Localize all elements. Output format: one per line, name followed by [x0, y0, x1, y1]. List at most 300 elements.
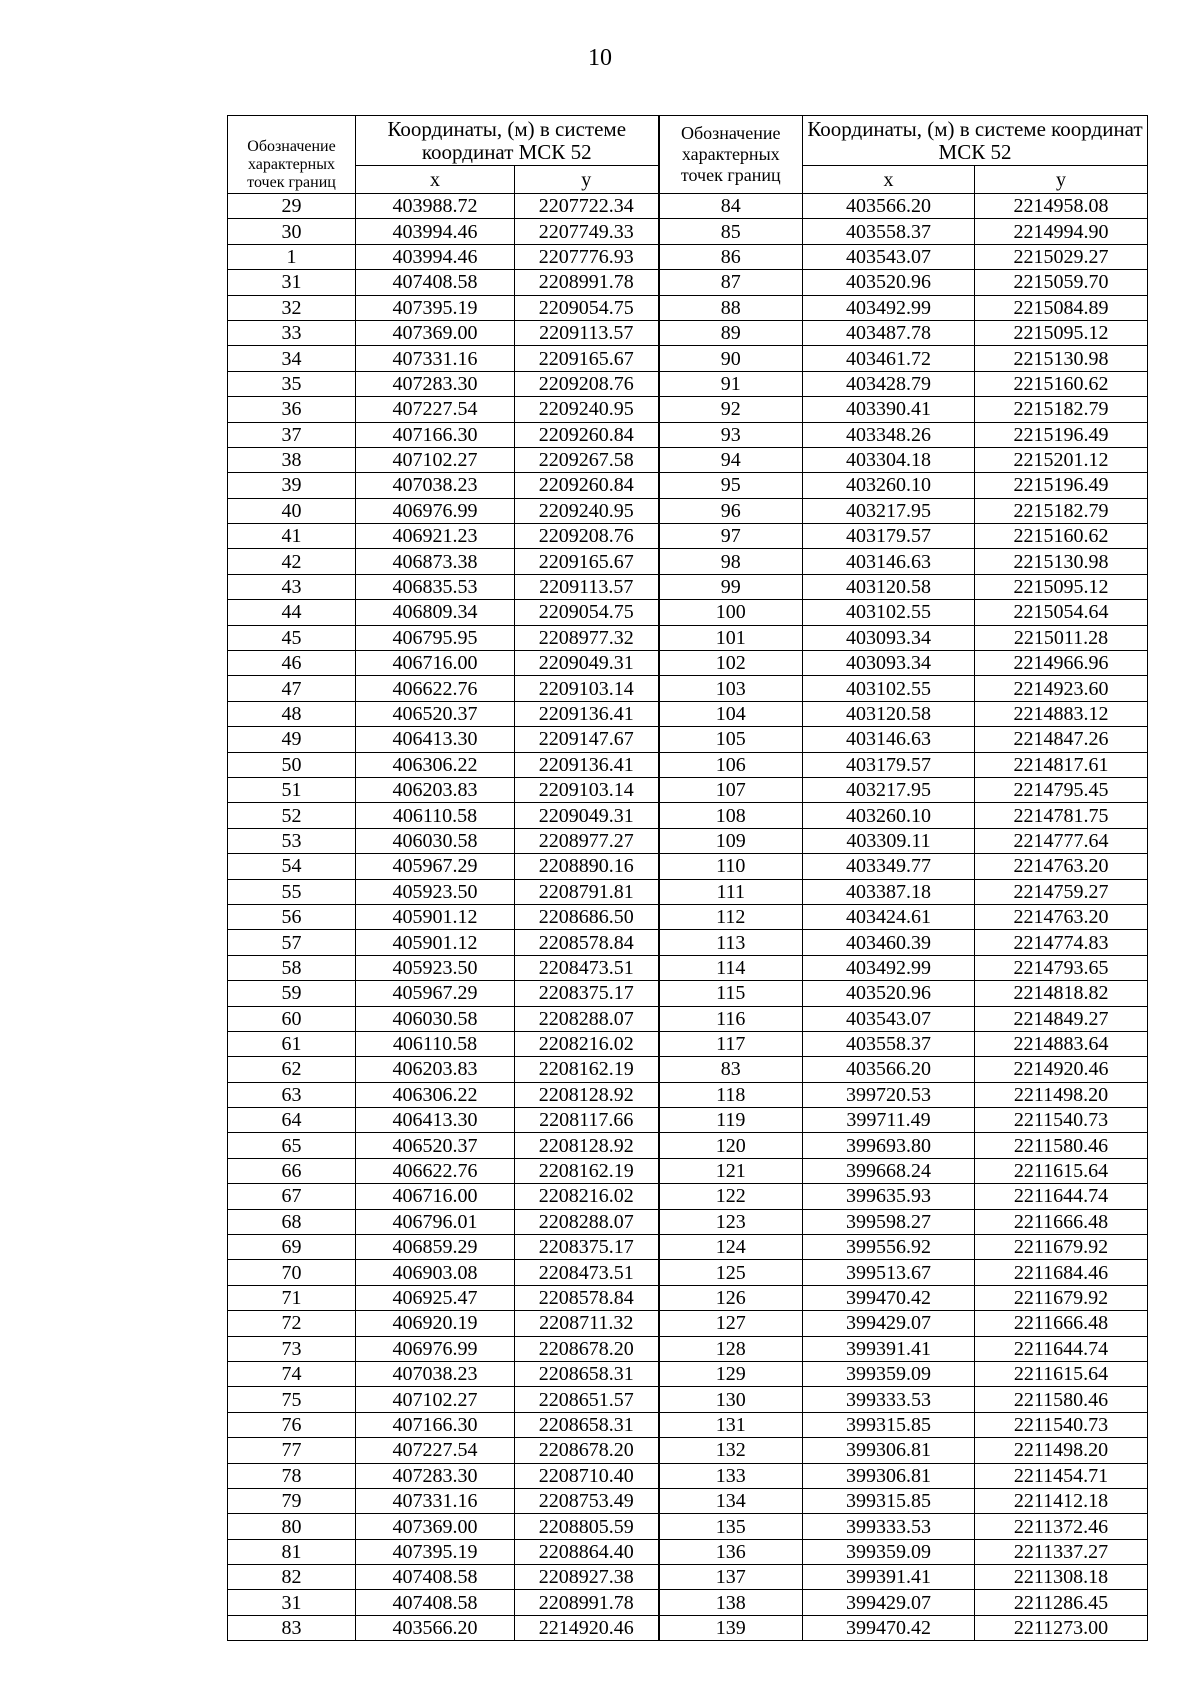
point-id-right-cell: 116 — [659, 1006, 803, 1031]
y-left-cell: 2208216.02 — [515, 1031, 659, 1056]
x-left-cell: 407102.27 — [356, 1387, 515, 1412]
point-id-left-cell: 61 — [228, 1031, 356, 1056]
x-left-cell: 406413.30 — [356, 1108, 515, 1133]
x-header-left: x — [356, 166, 515, 194]
table-row — [228, 574, 1148, 599]
y-left-cell: 2208578.84 — [515, 1285, 659, 1310]
x-right-cell: 399470.42 — [803, 1615, 975, 1640]
y-right-cell: 2211540.73 — [975, 1108, 1148, 1133]
y-left-cell: 2208890.16 — [515, 854, 659, 879]
y-right-cell: 2214759.27 — [975, 879, 1148, 904]
y-left-cell: 2209208.76 — [515, 524, 659, 549]
x-right-cell: 403217.95 — [803, 498, 975, 523]
x-left-cell: 406110.58 — [356, 1031, 515, 1056]
point-id-left-cell: 44 — [228, 600, 356, 625]
y-left-cell: 2208473.51 — [515, 1260, 659, 1285]
point-id-left-cell: 49 — [228, 727, 356, 752]
point-id-right-cell: 137 — [659, 1565, 803, 1590]
point-id-left-cell: 82 — [228, 1565, 356, 1590]
x-left-cell: 406622.76 — [356, 1158, 515, 1183]
y-right-cell: 2211372.46 — [975, 1514, 1148, 1539]
table-row — [228, 651, 1148, 676]
y-left-cell: 2214920.46 — [515, 1615, 659, 1640]
table-row — [228, 625, 1148, 650]
y-right-cell: 2211308.18 — [975, 1565, 1148, 1590]
point-id-right-cell: 133 — [659, 1463, 803, 1488]
table-row — [228, 1006, 1148, 1031]
table-row — [228, 777, 1148, 802]
x-right-cell: 403492.99 — [803, 295, 975, 320]
x-left-cell: 407331.16 — [356, 346, 515, 371]
x-left-cell: 406976.99 — [356, 498, 515, 523]
y-left-cell: 2208864.40 — [515, 1539, 659, 1564]
table-row — [228, 1311, 1148, 1336]
y-right-cell: 2211286.45 — [975, 1590, 1148, 1615]
y-left-cell: 2208710.40 — [515, 1463, 659, 1488]
x-right-cell: 403543.07 — [803, 1006, 975, 1031]
x-right-cell: 403558.37 — [803, 219, 975, 244]
point-id-right-cell: 91 — [659, 371, 803, 396]
x-right-cell: 399315.85 — [803, 1488, 975, 1513]
x-left-cell: 407227.54 — [356, 397, 515, 422]
point-id-left-cell: 31 — [228, 1590, 356, 1615]
y-left-cell: 2208375.17 — [515, 1235, 659, 1260]
y-left-cell: 2208216.02 — [515, 1184, 659, 1209]
table-row — [228, 1438, 1148, 1463]
point-id-right-cell: 132 — [659, 1438, 803, 1463]
x-left-cell: 407395.19 — [356, 1539, 515, 1564]
point-id-right-cell: 135 — [659, 1514, 803, 1539]
y-left-cell: 2208117.66 — [515, 1108, 659, 1133]
y-left-cell: 2209165.67 — [515, 549, 659, 574]
y-right-cell: 2214774.83 — [975, 930, 1148, 955]
y-left-cell: 2209113.57 — [515, 574, 659, 599]
x-right-cell: 399359.09 — [803, 1361, 975, 1386]
point-id-right-cell: 123 — [659, 1209, 803, 1234]
point-id-left-cell: 59 — [228, 981, 356, 1006]
point-id-left-cell: 58 — [228, 955, 356, 980]
table-row — [228, 498, 1148, 523]
y-right-cell: 2211679.92 — [975, 1235, 1148, 1260]
y-right-cell: 2215196.49 — [975, 473, 1148, 498]
x-left-cell: 407408.58 — [356, 1590, 515, 1615]
point-id-left-cell: 75 — [228, 1387, 356, 1412]
point-id-right-cell: 107 — [659, 777, 803, 802]
table-row — [228, 270, 1148, 295]
y-left-cell: 2209054.75 — [515, 295, 659, 320]
y-right-cell: 2214958.08 — [975, 194, 1148, 219]
y-right-cell: 2211666.48 — [975, 1209, 1148, 1234]
point-id-left-cell: 1 — [228, 244, 356, 269]
point-id-left-cell: 43 — [228, 574, 356, 599]
point-id-right-cell: 111 — [659, 879, 803, 904]
point-id-left-cell: 76 — [228, 1412, 356, 1437]
y-header-right: y — [975, 166, 1148, 194]
x-right-cell: 399429.07 — [803, 1311, 975, 1336]
y-right-cell: 2214795.45 — [975, 777, 1148, 802]
x-right-cell: 403260.10 — [803, 473, 975, 498]
y-right-cell: 2211615.64 — [975, 1158, 1148, 1183]
y-right-cell: 2215011.28 — [975, 625, 1148, 650]
y-left-cell: 2208711.32 — [515, 1311, 659, 1336]
point-id-left-cell: 39 — [228, 473, 356, 498]
point-id-right-cell: 97 — [659, 524, 803, 549]
y-right-cell: 2215054.64 — [975, 600, 1148, 625]
y-right-cell: 2214966.96 — [975, 651, 1148, 676]
table-row — [228, 1361, 1148, 1386]
x-right-cell: 403428.79 — [803, 371, 975, 396]
x-left-cell: 406622.76 — [356, 676, 515, 701]
x-right-cell: 399711.49 — [803, 1108, 975, 1133]
point-id-left-cell: 79 — [228, 1488, 356, 1513]
table-row — [228, 524, 1148, 549]
point-id-right-cell: 127 — [659, 1311, 803, 1336]
x-right-cell: 403146.63 — [803, 549, 975, 574]
x-left-cell: 406859.29 — [356, 1235, 515, 1260]
point-id-left-cell: 41 — [228, 524, 356, 549]
y-right-cell: 2211498.20 — [975, 1082, 1148, 1107]
y-left-cell: 2209260.84 — [515, 422, 659, 447]
x-right-cell: 399513.67 — [803, 1260, 975, 1285]
point-id-right-cell: 129 — [659, 1361, 803, 1386]
x-right-cell: 399693.80 — [803, 1133, 975, 1158]
point-id-left-cell: 52 — [228, 803, 356, 828]
x-right-cell: 399306.81 — [803, 1463, 975, 1488]
point-id-left-cell: 36 — [228, 397, 356, 422]
table-row — [228, 676, 1148, 701]
point-id-left-cell: 30 — [228, 219, 356, 244]
table-row — [228, 1031, 1148, 1056]
x-left-cell: 406306.22 — [356, 752, 515, 777]
table-row — [228, 447, 1148, 472]
x-left-cell: 406921.23 — [356, 524, 515, 549]
point-id-right-cell: 85 — [659, 219, 803, 244]
x-right-cell: 399359.09 — [803, 1539, 975, 1564]
x-left-cell: 406795.95 — [356, 625, 515, 650]
table-row — [228, 1082, 1148, 1107]
x-right-cell: 399720.53 — [803, 1082, 975, 1107]
table-row — [228, 727, 1148, 752]
point-id-right-cell: 128 — [659, 1336, 803, 1361]
x-right-cell: 399391.41 — [803, 1336, 975, 1361]
table-row — [228, 1514, 1148, 1539]
table-row — [228, 1108, 1148, 1133]
point-id-right-cell: 136 — [659, 1539, 803, 1564]
x-left-cell: 405901.12 — [356, 930, 515, 955]
x-right-cell: 399429.07 — [803, 1590, 975, 1615]
y-left-cell: 2209136.41 — [515, 752, 659, 777]
table-row — [228, 752, 1148, 777]
y-left-cell: 2209147.67 — [515, 727, 659, 752]
y-right-cell: 2215095.12 — [975, 320, 1148, 345]
point-id-right-cell: 84 — [659, 194, 803, 219]
y-right-cell: 2214847.26 — [975, 727, 1148, 752]
x-left-cell: 406873.38 — [356, 549, 515, 574]
table-row — [228, 879, 1148, 904]
point-id-right-cell: 90 — [659, 346, 803, 371]
x-left-cell: 406520.37 — [356, 701, 515, 726]
table-row — [228, 371, 1148, 396]
y-left-cell: 2209049.31 — [515, 803, 659, 828]
x-left-cell: 406306.22 — [356, 1082, 515, 1107]
point-id-right-cell: 94 — [659, 447, 803, 472]
x-right-cell: 403309.11 — [803, 828, 975, 853]
point-id-right-cell: 95 — [659, 473, 803, 498]
table-row — [228, 1565, 1148, 1590]
point-id-right-cell: 113 — [659, 930, 803, 955]
point-id-left-cell: 45 — [228, 625, 356, 650]
y-right-cell: 2211580.46 — [975, 1387, 1148, 1412]
y-left-cell: 2209136.41 — [515, 701, 659, 726]
table-row — [228, 1463, 1148, 1488]
point-id-right-cell: 88 — [659, 295, 803, 320]
point-id-left-cell: 56 — [228, 904, 356, 929]
point-id-right-cell: 103 — [659, 676, 803, 701]
point-id-right-cell: 96 — [659, 498, 803, 523]
point-id-left-cell: 54 — [228, 854, 356, 879]
y-left-cell: 2209103.14 — [515, 777, 659, 802]
x-right-cell: 403349.77 — [803, 854, 975, 879]
y-right-cell: 2214763.20 — [975, 854, 1148, 879]
coords-group-header-right: Координаты, (м) в системе координат МСК 52 — [803, 116, 1148, 166]
x-right-cell: 403390.41 — [803, 397, 975, 422]
x-left-cell: 407408.58 — [356, 1565, 515, 1590]
point-id-right-cell: 86 — [659, 244, 803, 269]
table-row — [228, 828, 1148, 853]
table-row — [228, 1615, 1148, 1640]
y-right-cell: 2215029.27 — [975, 244, 1148, 269]
point-id-right-cell: 92 — [659, 397, 803, 422]
x-left-cell: 407166.30 — [356, 1412, 515, 1437]
table-row — [228, 803, 1148, 828]
x-right-cell: 399598.27 — [803, 1209, 975, 1234]
point-id-left-cell: 48 — [228, 701, 356, 726]
point-id-left-cell: 38 — [228, 447, 356, 472]
point-id-right-cell: 108 — [659, 803, 803, 828]
point-id-right-cell: 124 — [659, 1235, 803, 1260]
y-right-cell: 2211454.71 — [975, 1463, 1148, 1488]
point-id-right-cell: 83 — [659, 1057, 803, 1082]
y-right-cell: 2211644.74 — [975, 1336, 1148, 1361]
point-id-left-cell: 70 — [228, 1260, 356, 1285]
point-id-left-cell: 78 — [228, 1463, 356, 1488]
point-id-right-cell: 134 — [659, 1488, 803, 1513]
point-id-right-cell: 130 — [659, 1387, 803, 1412]
point-id-left-cell: 33 — [228, 320, 356, 345]
x-right-cell: 403487.78 — [803, 320, 975, 345]
y-left-cell: 2209049.31 — [515, 651, 659, 676]
point-id-left-cell: 72 — [228, 1311, 356, 1336]
point-id-left-cell: 68 — [228, 1209, 356, 1234]
point-id-right-cell: 99 — [659, 574, 803, 599]
y-right-cell: 2211540.73 — [975, 1412, 1148, 1437]
y-right-cell: 2215084.89 — [975, 295, 1148, 320]
y-left-cell: 2209165.67 — [515, 346, 659, 371]
table-row — [228, 854, 1148, 879]
y-left-cell: 2208991.78 — [515, 270, 659, 295]
y-right-cell: 2214817.61 — [975, 752, 1148, 777]
point-id-left-cell: 65 — [228, 1133, 356, 1158]
y-right-cell: 2211684.46 — [975, 1260, 1148, 1285]
x-left-cell: 406030.58 — [356, 1006, 515, 1031]
x-left-cell: 406203.83 — [356, 777, 515, 802]
y-left-cell: 2208977.27 — [515, 828, 659, 853]
table-row — [228, 904, 1148, 929]
x-left-cell: 406203.83 — [356, 1057, 515, 1082]
y-right-cell: 2211412.18 — [975, 1488, 1148, 1513]
x-left-cell: 406925.47 — [356, 1285, 515, 1310]
y-left-cell: 2208128.92 — [515, 1133, 659, 1158]
y-right-cell: 2211580.46 — [975, 1133, 1148, 1158]
point-id-left-cell: 40 — [228, 498, 356, 523]
x-right-cell: 403102.55 — [803, 600, 975, 625]
y-right-cell: 2214920.46 — [975, 1057, 1148, 1082]
x-left-cell: 405967.29 — [356, 981, 515, 1006]
y-right-cell: 2214849.27 — [975, 1006, 1148, 1031]
x-right-cell: 403304.18 — [803, 447, 975, 472]
y-left-cell: 2209103.14 — [515, 676, 659, 701]
point-id-left-cell: 51 — [228, 777, 356, 802]
x-left-cell: 403988.72 — [356, 194, 515, 219]
y-left-cell: 2208753.49 — [515, 1488, 659, 1513]
table-row — [228, 1590, 1148, 1615]
table-row — [228, 600, 1148, 625]
point-id-right-cell: 131 — [659, 1412, 803, 1437]
point-id-left-cell: 53 — [228, 828, 356, 853]
x-left-cell: 407408.58 — [356, 270, 515, 295]
point-id-right-cell: 109 — [659, 828, 803, 853]
x-right-cell: 403179.57 — [803, 524, 975, 549]
point-id-right-cell: 139 — [659, 1615, 803, 1640]
point-label-header-left: Обозначение характерных точек границ — [228, 116, 356, 194]
x-right-cell: 403093.34 — [803, 651, 975, 676]
y-left-cell: 2208162.19 — [515, 1057, 659, 1082]
table-row — [228, 1285, 1148, 1310]
x-right-cell: 399556.92 — [803, 1235, 975, 1260]
point-id-right-cell: 114 — [659, 955, 803, 980]
y-right-cell: 2215182.79 — [975, 498, 1148, 523]
x-right-cell: 403461.72 — [803, 346, 975, 371]
x-right-cell: 403146.63 — [803, 727, 975, 752]
y-right-cell: 2214994.90 — [975, 219, 1148, 244]
point-id-left-cell: 71 — [228, 1285, 356, 1310]
y-left-cell: 2208991.78 — [515, 1590, 659, 1615]
y-left-cell: 2208375.17 — [515, 981, 659, 1006]
x-left-cell: 406716.00 — [356, 651, 515, 676]
y-left-cell: 2209054.75 — [515, 600, 659, 625]
x-right-cell: 403520.96 — [803, 981, 975, 1006]
point-id-right-cell: 93 — [659, 422, 803, 447]
y-left-cell: 2208651.57 — [515, 1387, 659, 1412]
x-left-cell: 407166.30 — [356, 422, 515, 447]
y-right-cell: 2215130.98 — [975, 549, 1148, 574]
y-right-cell: 2214883.12 — [975, 701, 1148, 726]
point-id-right-cell: 117 — [659, 1031, 803, 1056]
x-right-cell: 399391.41 — [803, 1565, 975, 1590]
point-id-left-cell: 55 — [228, 879, 356, 904]
table-row — [228, 422, 1148, 447]
x-left-cell: 406520.37 — [356, 1133, 515, 1158]
point-id-right-cell: 105 — [659, 727, 803, 752]
x-right-cell: 399315.85 — [803, 1412, 975, 1437]
point-id-right-cell: 138 — [659, 1590, 803, 1615]
point-id-left-cell: 47 — [228, 676, 356, 701]
x-left-cell: 406920.19 — [356, 1311, 515, 1336]
x-left-cell: 407227.54 — [356, 1438, 515, 1463]
x-left-cell: 405967.29 — [356, 854, 515, 879]
x-left-cell: 406835.53 — [356, 574, 515, 599]
table-row — [228, 320, 1148, 345]
y-right-cell: 2211679.92 — [975, 1285, 1148, 1310]
table-row — [228, 549, 1148, 574]
x-right-cell: 403566.20 — [803, 1057, 975, 1082]
y-right-cell: 2215160.62 — [975, 371, 1148, 396]
table-row — [228, 244, 1148, 269]
x-right-cell: 403520.96 — [803, 270, 975, 295]
y-left-cell: 2209267.58 — [515, 447, 659, 472]
x-left-cell: 406976.99 — [356, 1336, 515, 1361]
point-id-left-cell: 80 — [228, 1514, 356, 1539]
point-id-right-cell: 106 — [659, 752, 803, 777]
table-row — [228, 346, 1148, 371]
point-id-right-cell: 112 — [659, 904, 803, 929]
x-right-cell: 403558.37 — [803, 1031, 975, 1056]
x-right-cell: 403566.20 — [803, 194, 975, 219]
table-row — [228, 1539, 1148, 1564]
x-right-cell: 403260.10 — [803, 803, 975, 828]
y-left-cell: 2208805.59 — [515, 1514, 659, 1539]
table-row — [228, 701, 1148, 726]
y-header-left: y — [515, 166, 659, 194]
point-id-right-cell: 89 — [659, 320, 803, 345]
point-id-left-cell: 46 — [228, 651, 356, 676]
point-id-left-cell: 31 — [228, 270, 356, 295]
x-right-cell: 403424.61 — [803, 904, 975, 929]
y-right-cell: 2215160.62 — [975, 524, 1148, 549]
x-right-cell: 403543.07 — [803, 244, 975, 269]
table-row — [228, 930, 1148, 955]
y-right-cell: 2214781.75 — [975, 803, 1148, 828]
point-id-right-cell: 102 — [659, 651, 803, 676]
x-left-cell: 406030.58 — [356, 828, 515, 853]
table-row — [228, 1209, 1148, 1234]
y-left-cell: 2208473.51 — [515, 955, 659, 980]
table-row — [228, 955, 1148, 980]
x-right-cell: 403120.58 — [803, 701, 975, 726]
y-right-cell: 2215196.49 — [975, 422, 1148, 447]
point-id-left-cell: 77 — [228, 1438, 356, 1463]
point-id-right-cell: 101 — [659, 625, 803, 650]
point-id-right-cell: 100 — [659, 600, 803, 625]
x-right-cell: 399470.42 — [803, 1285, 975, 1310]
point-id-left-cell: 64 — [228, 1108, 356, 1133]
x-header-right: x — [803, 166, 975, 194]
point-id-left-cell: 60 — [228, 1006, 356, 1031]
y-right-cell: 2215130.98 — [975, 346, 1148, 371]
y-left-cell: 2207749.33 — [515, 219, 659, 244]
x-right-cell: 399635.93 — [803, 1184, 975, 1209]
point-id-right-cell: 98 — [659, 549, 803, 574]
y-left-cell: 2208578.84 — [515, 930, 659, 955]
x-left-cell: 406110.58 — [356, 803, 515, 828]
coordinates-table — [227, 115, 1148, 1641]
y-right-cell: 2214883.64 — [975, 1031, 1148, 1056]
x-left-cell: 406796.01 — [356, 1209, 515, 1234]
point-id-left-cell: 62 — [228, 1057, 356, 1082]
point-id-left-cell: 50 — [228, 752, 356, 777]
page-number: 10 — [588, 45, 612, 71]
y-right-cell: 2211615.64 — [975, 1361, 1148, 1386]
